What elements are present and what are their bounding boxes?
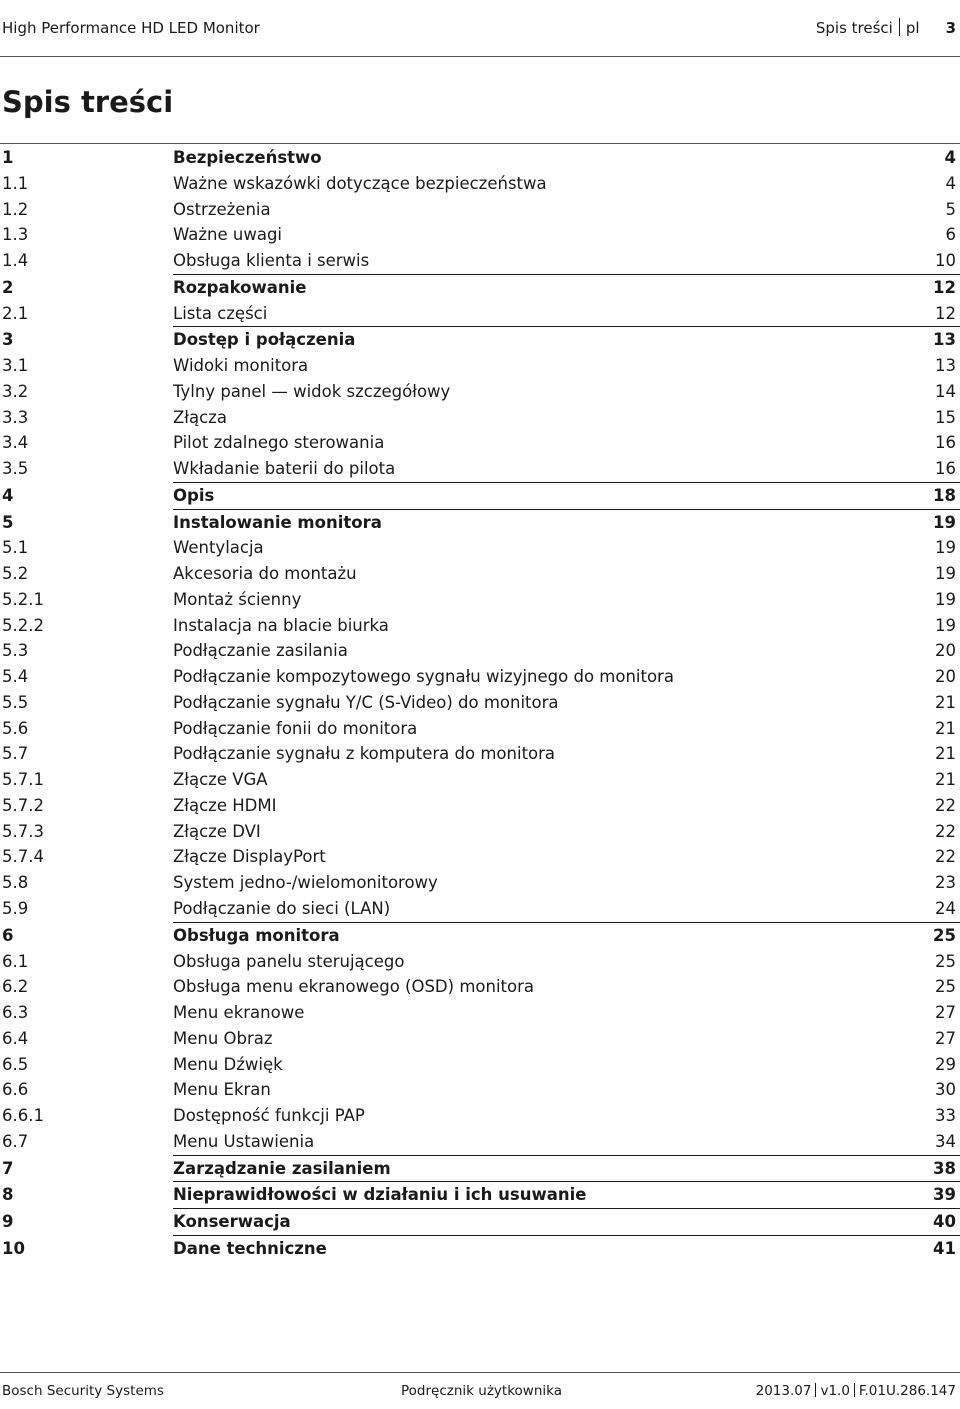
toc-row[interactable] <box>0 664 960 690</box>
toc-page-number: 38 <box>933 1158 956 1178</box>
toc-number: 5.2.1 <box>2 589 44 609</box>
toc-number: 5.1 <box>2 538 29 558</box>
toc-page-number: 16 <box>935 459 956 479</box>
toc-page-number: 27 <box>935 1003 956 1023</box>
toc-number: 10 <box>2 1238 25 1258</box>
toc-row[interactable] <box>0 171 960 197</box>
toc-page-number: 20 <box>935 667 956 687</box>
toc-title: Wkładanie baterii do pilota <box>173 459 396 479</box>
toc-number: 1.1 <box>2 173 29 193</box>
toc-title: Ważne uwagi <box>173 225 283 245</box>
toc-page-number: 27 <box>935 1028 956 1048</box>
toc-page-number: 19 <box>935 615 956 635</box>
toc-row[interactable] <box>0 896 960 922</box>
toc-row[interactable] <box>0 222 960 248</box>
toc-row[interactable] <box>0 561 960 587</box>
toc-page-number: 14 <box>935 381 956 401</box>
toc-number: 6.6.1 <box>2 1106 44 1126</box>
toc-chapter-row[interactable] <box>0 1208 960 1235</box>
footer-separator <box>815 1383 816 1397</box>
toc-row[interactable] <box>0 1026 960 1052</box>
toc-page-number: 20 <box>935 641 956 661</box>
toc-number: 5 <box>2 512 14 532</box>
toc-title: Podłączanie sygnału z komputera do monitora <box>173 744 556 764</box>
toc-title: Ostrzeżenia <box>173 199 271 219</box>
toc-row[interactable] <box>0 535 960 561</box>
toc-number: 5.7.4 <box>2 847 44 867</box>
toc-title: Wentylacja <box>173 538 264 558</box>
toc-title: System jedno-/wielomonitorowy <box>173 873 438 893</box>
toc-title: Złącze HDMI <box>173 795 277 815</box>
toc-page-number: 19 <box>935 564 956 584</box>
toc-row[interactable] <box>0 716 960 742</box>
toc-title: Zarządzanie zasilaniem <box>173 1158 391 1178</box>
toc-page-number: 22 <box>935 847 956 867</box>
toc-chapter-row[interactable] <box>0 1155 960 1182</box>
toc-row[interactable] <box>0 1052 960 1078</box>
toc-title: Obsługa panelu sterującego <box>173 951 405 971</box>
toc-page-number: 10 <box>935 251 956 271</box>
toc-row[interactable] <box>0 379 960 405</box>
toc-number: 5.9 <box>2 898 29 918</box>
toc-title: Dane techniczne <box>173 1238 327 1258</box>
toc-row[interactable] <box>0 690 960 716</box>
toc-row[interactable] <box>0 301 960 327</box>
toc-title: Nieprawidłowości w działaniu i ich usuwanie <box>173 1185 587 1205</box>
toc-page-number: 34 <box>935 1131 956 1151</box>
toc-number: 1 <box>2 148 14 167</box>
toc-row[interactable] <box>0 949 960 975</box>
toc-page-number: 25 <box>935 977 956 997</box>
toc-row[interactable] <box>0 197 960 223</box>
toc-number: 3.4 <box>2 433 29 453</box>
toc-number: 5.6 <box>2 718 29 738</box>
toc-title: Menu Obraz <box>173 1028 273 1048</box>
toc-row[interactable] <box>0 844 960 870</box>
toc-number: 6 <box>2 925 14 945</box>
toc-number: 6.1 <box>2 951 29 971</box>
toc-page-number: 5 <box>945 199 956 219</box>
toc-number: 5.2 <box>2 564 29 584</box>
toc-page-number: 21 <box>935 718 956 738</box>
toc-number: 2 <box>2 277 14 297</box>
toc-row[interactable] <box>0 430 960 456</box>
toc-title: Podłączanie do sieci (LAN) <box>173 898 391 918</box>
toc-number: 5.7.2 <box>2 795 44 815</box>
page-title: Spis treści <box>2 85 174 119</box>
toc-title: Pilot zdalnego sterowania <box>173 433 385 453</box>
toc-title: Menu Dźwięk <box>173 1054 283 1074</box>
toc-row[interactable] <box>0 793 960 819</box>
toc-row[interactable] <box>0 456 960 482</box>
toc-title: Podłączanie sygnału Y/C (S-Video) do monitora <box>173 692 559 712</box>
toc-page-number: 13 <box>933 330 956 350</box>
toc-page-number: 19 <box>933 512 956 532</box>
toc-chapter-row[interactable] <box>0 274 960 301</box>
toc-row[interactable] <box>0 870 960 896</box>
toc-title: Obsługa monitora <box>173 925 340 945</box>
toc-chapter-row[interactable] <box>0 1235 960 1262</box>
toc-number: 1.4 <box>2 251 29 271</box>
header-section: Spis treści <box>815 19 893 37</box>
toc-title: Ważne wskazówki dotyczące bezpieczeństwa <box>173 173 547 193</box>
toc-page-number: 29 <box>935 1054 956 1074</box>
toc-number: 6.5 <box>2 1054 29 1074</box>
toc-title: Dostęp i połączenia <box>173 330 356 350</box>
toc-page-number: 12 <box>935 303 956 323</box>
toc-number: 8 <box>2 1185 14 1205</box>
toc-row[interactable] <box>0 405 960 431</box>
toc-page-number: 16 <box>935 433 956 453</box>
toc-title: Dostępność funkcji PAP <box>173 1106 365 1126</box>
toc-row[interactable] <box>0 353 960 379</box>
footer-company: Bosch Security Systems <box>2 1383 164 1399</box>
toc-row[interactable] <box>0 638 960 664</box>
toc-number: 6.4 <box>2 1028 29 1048</box>
toc-number: 5.2.2 <box>2 615 44 635</box>
toc-row[interactable] <box>0 819 960 845</box>
toc-number: 6.6 <box>2 1080 29 1100</box>
toc-row[interactable] <box>0 1103 960 1129</box>
toc-title: Rozpakowanie <box>173 277 307 297</box>
toc-row[interactable] <box>0 1077 960 1103</box>
table-of-contents <box>0 143 960 1262</box>
toc-number: 2.1 <box>2 303 29 323</box>
toc-number: 5.7.3 <box>2 821 44 841</box>
toc-title: Lista części <box>173 303 268 323</box>
toc-number: 1.3 <box>2 225 29 245</box>
toc-page-number: 4 <box>944 148 956 167</box>
toc-number: 9 <box>2 1212 14 1232</box>
toc-title: Obsługa klienta i serwis <box>173 251 370 271</box>
toc-number: 5.3 <box>2 641 29 661</box>
document-title: High Performance HD LED Monitor <box>2 19 260 37</box>
toc-page-number: 25 <box>933 925 956 945</box>
toc-number: 6.2 <box>2 977 29 997</box>
toc-number: 6.3 <box>2 1003 29 1023</box>
toc-title: Podłączanie fonii do monitora <box>173 718 418 738</box>
header-right <box>816 0 956 56</box>
toc-chapter-row[interactable] <box>0 1181 960 1208</box>
footer-manual: Podręcznik użytkownika <box>401 1383 562 1399</box>
header-separator <box>899 18 900 36</box>
toc-title: Podłączanie zasilania <box>173 641 348 661</box>
toc-page-number: 19 <box>935 589 956 609</box>
toc-chapter-row[interactable] <box>0 326 960 353</box>
page-footer <box>0 1372 960 1401</box>
footer-doc-number: F.01U.286.147 <box>858 1383 956 1399</box>
toc-number: 7 <box>2 1158 14 1178</box>
toc-page-number: 12 <box>933 277 956 297</box>
toc-row[interactable] <box>0 587 960 613</box>
toc-number: 4 <box>2 485 14 505</box>
toc-number: 1.2 <box>2 199 29 219</box>
footer-date: 2013.07 <box>755 1383 812 1399</box>
toc-title: Montaż ścienny <box>173 589 302 609</box>
toc-title: Instalacja na blacie biurka <box>173 615 389 635</box>
toc-page-number: 23 <box>935 873 956 893</box>
toc-title: Konserwacja <box>173 1212 291 1232</box>
toc-page-number: 6 <box>945 225 956 245</box>
toc-row[interactable] <box>0 1000 960 1026</box>
toc-row[interactable] <box>0 613 960 639</box>
toc-title: Widoki monitora <box>173 356 309 376</box>
toc-number: 5.7 <box>2 744 29 764</box>
toc-number: 3.1 <box>2 356 29 376</box>
toc-page-number: 40 <box>933 1212 956 1232</box>
toc-page-number: 30 <box>935 1080 956 1100</box>
toc-number: 3 <box>2 330 14 350</box>
footer-separator <box>854 1383 855 1397</box>
toc-page-number: 22 <box>935 821 956 841</box>
toc-title: Menu Ekran <box>173 1080 271 1100</box>
footer-version: v1.0 <box>820 1383 850 1399</box>
toc-title: Złącze DVI <box>173 821 261 841</box>
toc-row[interactable] <box>0 741 960 767</box>
toc-page-number: 21 <box>935 744 956 764</box>
toc-page-number: 21 <box>935 770 956 790</box>
toc-page-number: 19 <box>935 538 956 558</box>
toc-page-number: 22 <box>935 795 956 815</box>
toc-title: Złącza <box>173 407 227 427</box>
toc-page-number: 13 <box>935 356 956 376</box>
toc-page-number: 39 <box>933 1185 956 1205</box>
toc-title: Bezpieczeństwo <box>173 148 322 167</box>
toc-chapter-row[interactable] <box>0 144 960 171</box>
toc-chapter-row[interactable] <box>0 509 960 536</box>
toc-page-number: 41 <box>933 1238 956 1258</box>
toc-number: 5.8 <box>2 873 29 893</box>
toc-row[interactable] <box>0 248 960 274</box>
toc-title: Złącze DisplayPort <box>173 847 326 867</box>
toc-number: 5.4 <box>2 667 29 687</box>
toc-chapter-row[interactable] <box>0 482 960 509</box>
header-page-number: 3 <box>945 19 956 37</box>
footer-doc-info <box>756 1373 956 1409</box>
toc-title: Obsługa menu ekranowego (OSD) monitora <box>173 977 534 997</box>
toc-row[interactable] <box>0 1129 960 1155</box>
toc-row[interactable] <box>0 974 960 1000</box>
header-language: pl <box>905 19 920 37</box>
toc-page-number: 15 <box>935 407 956 427</box>
toc-title: Złącze VGA <box>173 770 268 790</box>
toc-title: Menu Ustawienia <box>173 1131 315 1151</box>
toc-title: Akcesoria do montażu <box>173 564 357 584</box>
toc-title: Opis <box>173 485 215 505</box>
toc-page-number: 18 <box>933 485 956 505</box>
toc-title: Tylny panel — widok szczegółowy <box>173 381 451 401</box>
toc-page-number: 33 <box>935 1106 956 1126</box>
toc-number: 3.5 <box>2 459 29 479</box>
toc-row[interactable] <box>0 767 960 793</box>
page-header <box>0 0 960 57</box>
toc-number: 5.7.1 <box>2 770 44 790</box>
toc-title: Podłączanie kompozytowego sygnału wizyjnego do monitora <box>173 667 674 687</box>
toc-chapter-row[interactable] <box>0 922 960 949</box>
toc-title: Instalowanie monitora <box>173 512 382 532</box>
toc-page-number: 4 <box>945 173 956 193</box>
toc-page-number: 21 <box>935 692 956 712</box>
toc-number: 5.5 <box>2 692 29 712</box>
toc-number: 6.7 <box>2 1131 29 1151</box>
toc-page-number: 25 <box>935 951 956 971</box>
toc-number: 3.3 <box>2 407 29 427</box>
toc-title: Menu ekranowe <box>173 1003 305 1023</box>
toc-number: 3.2 <box>2 381 29 401</box>
toc-page-number: 24 <box>935 898 956 918</box>
